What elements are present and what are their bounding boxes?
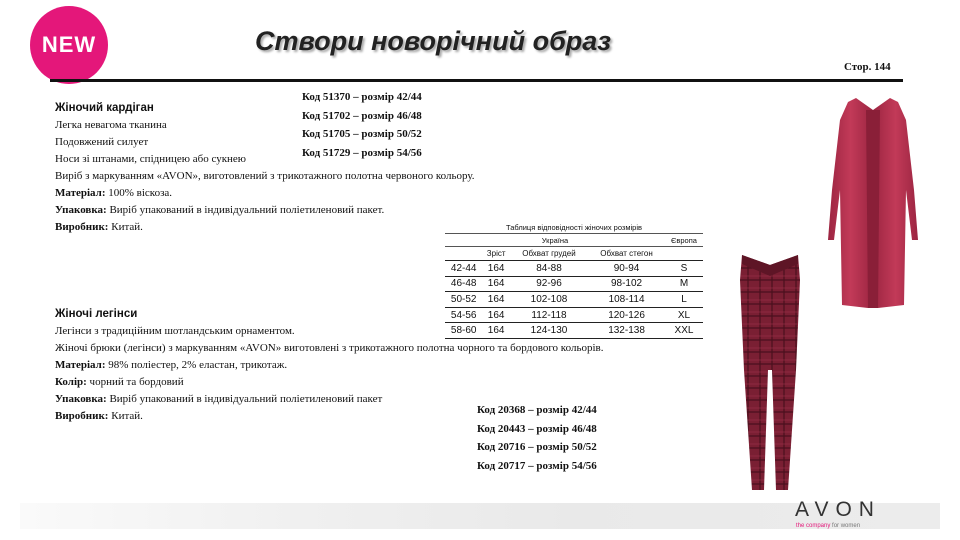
cardigan-image — [818, 90, 928, 315]
size-table-header: Обхват стегон — [588, 247, 665, 261]
leggings-code: Код 20443 – розмір 46/48 — [477, 422, 597, 435]
leggings-line: Жіночі брюки (легінси) з маркуванням «AVON» виготовлені з трикотажного полотна чорного та бордового кольорів. — [55, 342, 604, 354]
new-badge — [30, 6, 108, 84]
leggings-code: Код 20717 – розмір 54/56 — [477, 459, 597, 472]
leggings-code: Код 20716 – розмір 50/52 — [477, 441, 597, 453]
cardigan-line: Носи зі штанами, спідницею або сукнею — [55, 153, 247, 165]
leggings-material: Матеріал: 98% поліестер, 2% еластан, трикотаж. — [55, 359, 288, 371]
cardigan-code: Код 51729 – розмір 54/56 — [302, 146, 422, 159]
leggings-code: Код 20368 – розмір 42/44 — [477, 404, 597, 416]
leggings-heading: Жіночі легінси — [55, 308, 138, 320]
cardigan-heading: Жіночий кардіган — [55, 102, 154, 114]
leggings-package: Упаковка: Виріб упакований в індивідуальний поліетиленовий пакет — [55, 393, 383, 405]
size-table-header: Обхват грудей — [510, 247, 588, 261]
avon-logo: AVON — [795, 498, 881, 521]
page-number: Стор. 144 — [844, 61, 891, 73]
size-table-header: Зріст — [482, 247, 509, 261]
page-title: Створи новорічний образ — [255, 26, 612, 56]
title-divider — [50, 79, 903, 82]
avon-tagline: the company for women — [796, 523, 861, 529]
size-table-row: 42-44 164 84-88 90-94 S — [445, 261, 703, 277]
size-table-row: 50-52 164 102-108 108-114 L — [445, 292, 703, 308]
size-table-caption: Таблиця відповідності жіночих розмірів — [445, 221, 703, 234]
leggings-image — [730, 250, 810, 495]
new-badge-text: NEW — [41, 32, 97, 57]
leggings-codes — [477, 401, 597, 475]
leggings-color: Колір: чорний та бордовий — [55, 376, 184, 388]
size-table-row: 46-48 164 92-96 98-102 M — [445, 276, 703, 292]
cardigan-line: Подовжений силует — [55, 136, 149, 148]
leggings-line: Легінси з традиційним шотландським орнаментом. — [55, 325, 295, 337]
cardigan-maker: Виробник: Китай. — [55, 221, 143, 233]
cardigan-code: Код 51702 – розмір 46/48 — [302, 109, 422, 122]
cardigan-line: Легка невагома тканина — [55, 119, 167, 131]
leggings-maker: Виробник: Китай. — [55, 410, 143, 422]
cardigan-material: Матеріал: 100% віскоза. — [55, 187, 173, 199]
cardigan-codes — [302, 88, 422, 162]
cardigan-package: Упаковка: Виріб упакований в індивідуальний поліетиленовий пакет. — [55, 204, 385, 216]
cardigan-code: Код 51705 – розмір 50/52 — [302, 128, 422, 140]
size-table-row: 58-60 164 124-130 132-138 XXL — [445, 323, 703, 339]
size-table-group-europe: Європа — [665, 234, 703, 247]
cardigan-code: Код 51370 – розмір 42/44 — [302, 91, 422, 103]
size-table-row: 54-56 164 112-118 120-126 XL — [445, 307, 703, 323]
size-table-group-ukraine: Україна — [445, 234, 665, 247]
cardigan-line: Виріб з маркуванням «AVON», виготовлений з трикотажного полотна червоного кольору. — [55, 170, 475, 182]
